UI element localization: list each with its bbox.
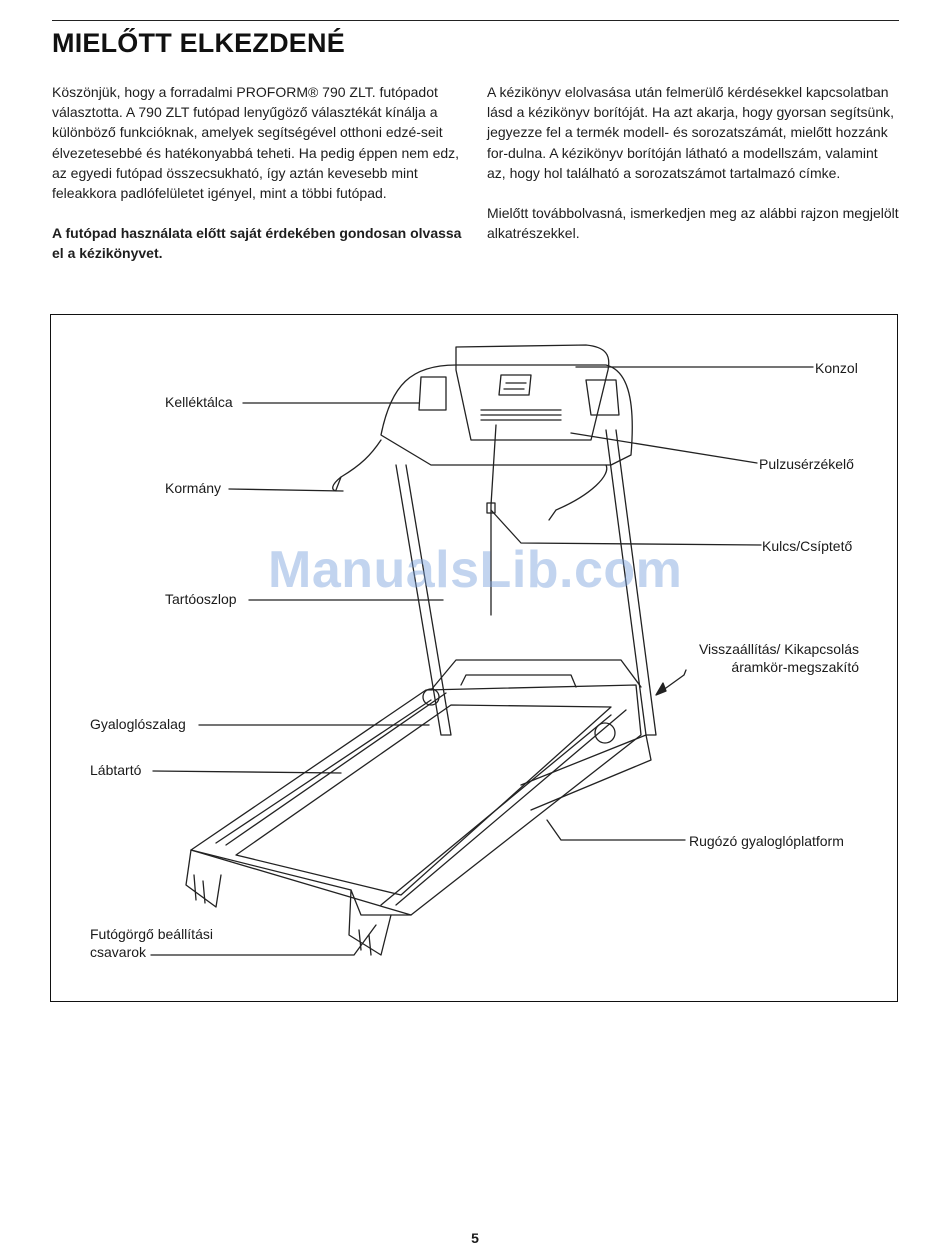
label-kormany: Kormány <box>165 480 222 496</box>
label-futogorgo-1: Futógörgő beállítási <box>90 926 213 942</box>
right-tray <box>586 380 619 415</box>
top-rule <box>52 20 899 21</box>
safety-key-cord <box>491 425 496 615</box>
label-futogorgo-2: csavarok <box>90 944 147 960</box>
left-handlebar <box>336 440 381 490</box>
right-upright <box>606 430 656 735</box>
breaker-arrow <box>656 683 666 695</box>
leader-rugozo <box>547 820 685 840</box>
label-konzol: Konzol <box>815 360 858 376</box>
intro-left-column <box>52 82 465 284</box>
page-title: MIELŐTT ELKEZDENÉ <box>52 28 345 58</box>
left-tray <box>419 377 446 410</box>
label-visszaallitas-1: Visszaállítás/ Kikapcsolás <box>698 641 859 657</box>
intro-paragraph-3: Mielőtt továbbolvasná, ismerkedjen meg az alábbi rajzon megjelölt alkatrészekkel. <box>487 205 899 242</box>
label-gyaloglo: Gyaloglószalag <box>90 716 186 732</box>
label-pulzus: Pulzusérzékelő <box>759 456 854 472</box>
right-handlebar <box>549 465 607 520</box>
intro-right-column <box>487 82 900 263</box>
label-kellektalca: Kelléktálca <box>165 394 233 410</box>
page-number: 5 <box>471 1230 479 1246</box>
manual-warning-bold: A futópad használata előtt saját érdekében gondosan olvassa el a kézikönyvet. <box>52 225 462 262</box>
rear-left-foot <box>186 850 221 907</box>
intro-paragraph-2-start <box>52 223 465 263</box>
manualslib-watermark: ManualsLib.com <box>268 541 683 599</box>
leader-pulzus <box>571 433 757 463</box>
intro-paragraph-1: Köszönjük, hogy a forradalmi PROFORM® 790 ZLT. futópadot választotta. A 790 ZLT futópad lenyűgöző választékát kínálja a különböző funkcióknak, amelyek segítségével otthoni edzé-seit élvezetesebbé és hatékonyabbá teheti. Ha pedig éppen nem edz, az egyedi futópad összecsukható, így aztán kevesebb mint feleakkora padlófelületet igényel, mint a többi futópad. <box>52 84 460 202</box>
label-visszaallitas-2: áramkör-megszakító <box>731 659 859 675</box>
leader-kulcs <box>491 510 761 545</box>
treadmill-diagram <box>50 314 898 1002</box>
label-tartooszlop: Tartóoszlop <box>165 591 237 607</box>
label-labtarto: Lábtartó <box>90 762 142 778</box>
leader-labtarto <box>153 771 341 773</box>
label-kulcs: Kulcs/Csíptető <box>762 538 853 554</box>
label-rugozo: Rugózó gyaloglóplatform <box>689 833 844 849</box>
console-panel <box>456 345 609 440</box>
deck <box>191 685 641 915</box>
intro-paragraph-2-cont: A kézikönyv elolvasása után felmerülő kérdésekkel kapcsolatban lásd a kézikönyv borítóját. Ha azt akarja, hogy gyorsan segítsünk, jegyezze fel a termék modell- és sorozatszámát, mielőtt hozzánk for-dulna. A kézikönyv borítóján látható a modellszám, valamint az, hogy hol található a sorozatszámot tartalmazó címke. <box>487 84 894 181</box>
leader-kormany <box>229 489 343 491</box>
